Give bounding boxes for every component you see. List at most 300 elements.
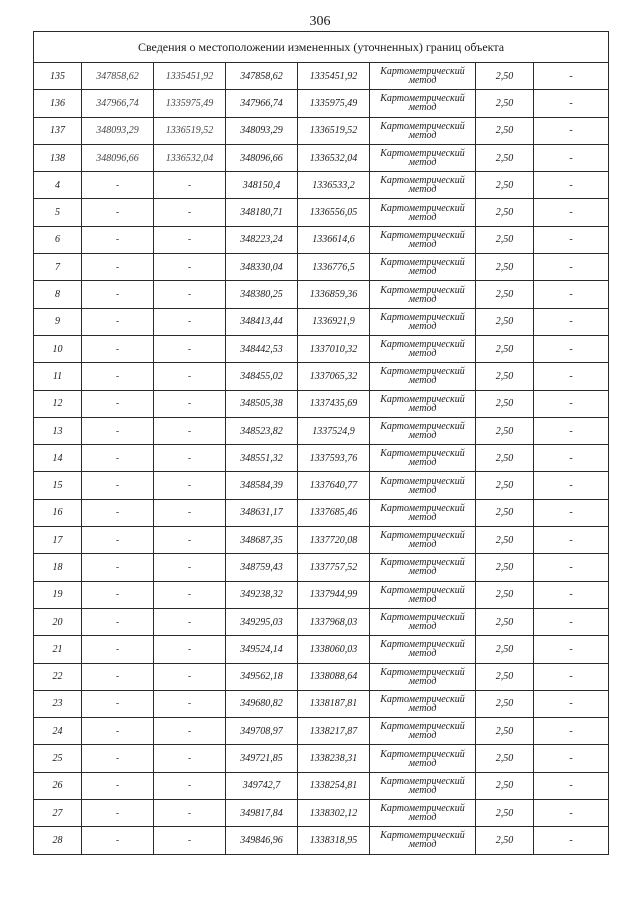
- note-cell: -: [534, 90, 609, 117]
- old-y-cell: -: [154, 472, 226, 499]
- method-cell: [370, 800, 476, 827]
- note-cell: -: [534, 308, 609, 335]
- method-line1: Картометрический: [380, 666, 465, 678]
- table-row: [34, 172, 609, 199]
- method-line2: метод: [408, 348, 437, 360]
- table-row: [34, 117, 609, 144]
- method-cell: [370, 63, 476, 90]
- method-line2: метод: [408, 484, 437, 496]
- note-cell: -: [534, 199, 609, 226]
- table-body: [34, 32, 609, 855]
- note-cell: -: [534, 390, 609, 417]
- new-x-cell: 348442,53: [226, 335, 298, 362]
- note-cell: -: [534, 363, 609, 390]
- method-line2: метод: [408, 621, 437, 633]
- table-row: [34, 718, 609, 745]
- new-x-cell: 348631,17: [226, 499, 298, 526]
- new-y-cell: 1338088,64: [298, 663, 370, 690]
- method-line2: метод: [408, 730, 437, 742]
- new-y-cell: 1338187,81: [298, 690, 370, 717]
- method-line2: метод: [408, 812, 437, 824]
- note-cell: -: [534, 800, 609, 827]
- note-cell: -: [534, 417, 609, 444]
- new-x-cell: 349524,14: [226, 636, 298, 663]
- old-y-cell: -: [154, 800, 226, 827]
- old-y-cell: -: [154, 745, 226, 772]
- note-cell: -: [534, 445, 609, 472]
- method-line2: метод: [408, 430, 437, 441]
- method-cell: [370, 335, 476, 362]
- new-x-cell: 348380,25: [226, 281, 298, 308]
- new-y-cell: 1337435,69: [298, 390, 370, 417]
- method-line1: Картометрический: [380, 366, 465, 378]
- new-y-cell: 1336519,52: [298, 117, 370, 144]
- method-line1: Картометрический: [380, 257, 465, 269]
- accuracy-cell: 2,50: [476, 117, 534, 144]
- method-cell: [370, 772, 476, 799]
- new-y-cell: 1338217,87: [298, 718, 370, 745]
- old-y-cell: 1335975,49: [154, 90, 226, 117]
- method-line2: метод: [408, 102, 437, 114]
- method-line1: Картометрический: [380, 229, 465, 241]
- method-cell: [370, 718, 476, 745]
- new-x-cell: 349562,18: [226, 663, 298, 690]
- old-y-cell: -: [154, 417, 226, 444]
- accuracy-cell: 2,50: [476, 472, 534, 499]
- old-x-cell: -: [82, 199, 154, 226]
- method-line1: Картометрический: [380, 584, 465, 596]
- point-number-cell: 135: [34, 63, 82, 90]
- old-y-cell: 1336532,04: [154, 144, 226, 171]
- accuracy-cell: 2,50: [476, 636, 534, 663]
- table-row: [34, 199, 609, 226]
- point-number-cell: 18: [34, 554, 82, 581]
- old-y-cell: -: [154, 718, 226, 745]
- accuracy-cell: 2,50: [476, 90, 534, 117]
- old-y-cell: -: [154, 690, 226, 717]
- point-number-cell: 138: [34, 144, 82, 171]
- note-cell: -: [534, 527, 609, 554]
- point-number-cell: 20: [34, 608, 82, 635]
- old-y-cell: -: [154, 363, 226, 390]
- table-row: [34, 226, 609, 253]
- old-x-cell: -: [82, 335, 154, 362]
- method-cell: [370, 254, 476, 281]
- new-y-cell: 1336532,04: [298, 144, 370, 171]
- old-x-cell: -: [82, 390, 154, 417]
- method-line1: Картометрический: [380, 693, 465, 705]
- old-x-cell: 348096,66: [82, 144, 154, 171]
- note-cell: -: [534, 144, 609, 171]
- new-x-cell: 348551,32: [226, 445, 298, 472]
- old-y-cell: -: [154, 527, 226, 554]
- old-x-cell: -: [82, 581, 154, 608]
- new-y-cell: 1336556,05: [298, 199, 370, 226]
- note-cell: -: [534, 608, 609, 635]
- accuracy-cell: 2,50: [476, 281, 534, 308]
- method-line2: метод: [408, 784, 437, 796]
- method-line2: метод: [408, 157, 437, 169]
- method-line2: метод: [408, 211, 437, 223]
- old-x-cell: 347966,74: [82, 90, 154, 117]
- method-line2: метод: [408, 511, 437, 523]
- method-line2: метод: [408, 238, 437, 250]
- method-line1: Картометрический: [380, 475, 465, 487]
- old-x-cell: -: [82, 554, 154, 581]
- note-cell: -: [534, 472, 609, 499]
- accuracy-cell: 2,50: [476, 772, 534, 799]
- new-x-cell: 347966,74: [226, 90, 298, 117]
- new-y-cell: 1337685,46: [298, 499, 370, 526]
- method-line1: Картометрический: [380, 557, 465, 569]
- method-cell: [370, 308, 476, 335]
- point-number-cell: 21: [34, 636, 82, 663]
- new-y-cell: 1336776,5: [298, 254, 370, 281]
- point-number-cell: 24: [34, 718, 82, 745]
- method-line2: метод: [408, 839, 437, 851]
- method-line2: метод: [408, 184, 437, 196]
- new-x-cell: 348180,71: [226, 199, 298, 226]
- old-x-cell: -: [82, 772, 154, 799]
- method-cell: [370, 636, 476, 663]
- method-cell: [370, 144, 476, 171]
- accuracy-cell: 2,50: [476, 554, 534, 581]
- accuracy-cell: 2,50: [476, 800, 534, 827]
- table-row: [34, 663, 609, 690]
- new-y-cell: 1335451,92: [298, 63, 370, 90]
- note-cell: -: [534, 690, 609, 717]
- old-y-cell: -: [154, 254, 226, 281]
- point-number-cell: 14: [34, 445, 82, 472]
- table-row: [34, 445, 609, 472]
- point-number-cell: 16: [34, 499, 82, 526]
- point-number-cell: 23: [34, 690, 82, 717]
- old-y-cell: -: [154, 335, 226, 362]
- note-cell: -: [534, 772, 609, 799]
- new-y-cell: 1337944,99: [298, 581, 370, 608]
- old-x-cell: -: [82, 445, 154, 472]
- accuracy-cell: 2,50: [476, 608, 534, 635]
- table-row: [34, 335, 609, 362]
- note-cell: -: [534, 281, 609, 308]
- accuracy-cell: 2,50: [476, 63, 534, 90]
- method-cell: [370, 690, 476, 717]
- note-cell: -: [534, 827, 609, 854]
- table-row: [34, 800, 609, 827]
- method-cell: [370, 827, 476, 854]
- accuracy-cell: 2,50: [476, 226, 534, 253]
- method-line2: метод: [408, 566, 437, 578]
- old-x-cell: -: [82, 608, 154, 635]
- note-cell: -: [534, 499, 609, 526]
- old-x-cell: -: [82, 226, 154, 253]
- method-line1: Картометрический: [380, 748, 465, 760]
- old-x-cell: -: [82, 254, 154, 281]
- old-x-cell: -: [82, 827, 154, 854]
- old-x-cell: 347858,62: [82, 63, 154, 90]
- note-cell: -: [534, 335, 609, 362]
- method-line1: Картометрический: [380, 284, 465, 296]
- method-line1: Картометрический: [380, 803, 465, 815]
- new-y-cell: 1338302,12: [298, 800, 370, 827]
- old-y-cell: -: [154, 172, 226, 199]
- method-cell: [370, 117, 476, 144]
- method-cell: [370, 581, 476, 608]
- new-y-cell: 1338318,95: [298, 827, 370, 854]
- new-x-cell: 348096,66: [226, 144, 298, 171]
- new-x-cell: 348330,04: [226, 254, 298, 281]
- old-x-cell: -: [82, 281, 154, 308]
- method-cell: [370, 199, 476, 226]
- new-x-cell: 348584,39: [226, 472, 298, 499]
- new-y-cell: 1337065,32: [298, 363, 370, 390]
- point-number-cell: 15: [34, 472, 82, 499]
- new-x-cell: 348093,29: [226, 117, 298, 144]
- old-x-cell: -: [82, 172, 154, 199]
- new-x-cell: 348413,44: [226, 308, 298, 335]
- note-cell: -: [534, 254, 609, 281]
- method-cell: [370, 745, 476, 772]
- old-y-cell: 1335451,92: [154, 63, 226, 90]
- old-y-cell: -: [154, 663, 226, 690]
- point-number-cell: 136: [34, 90, 82, 117]
- new-x-cell: 348687,35: [226, 527, 298, 554]
- new-x-cell: 348759,43: [226, 554, 298, 581]
- method-line2: метод: [408, 648, 437, 660]
- old-x-cell: -: [82, 417, 154, 444]
- note-cell: -: [534, 172, 609, 199]
- old-y-cell: -: [154, 499, 226, 526]
- table-row: [34, 90, 609, 117]
- method-line1: Картометрический: [380, 148, 465, 160]
- accuracy-cell: 2,50: [476, 718, 534, 745]
- method-line1: Картометрический: [380, 775, 465, 787]
- method-line2: метод: [408, 457, 437, 469]
- method-line2: метод: [408, 320, 437, 332]
- old-x-cell: -: [82, 363, 154, 390]
- new-y-cell: 1337720,08: [298, 527, 370, 554]
- method-line2: метод: [408, 675, 437, 687]
- point-number-cell: 26: [34, 772, 82, 799]
- point-number-cell: 28: [34, 827, 82, 854]
- new-y-cell: 1337524,9: [298, 417, 370, 444]
- new-x-cell: 349721,85: [226, 745, 298, 772]
- method-line2: метод: [408, 375, 437, 387]
- new-x-cell: 349817,84: [226, 800, 298, 827]
- method-cell: [370, 172, 476, 199]
- old-x-cell: -: [82, 636, 154, 663]
- old-x-cell: -: [82, 718, 154, 745]
- accuracy-cell: 2,50: [476, 527, 534, 554]
- method-line2: метод: [408, 402, 437, 414]
- note-cell: -: [534, 226, 609, 253]
- method-cell: [370, 472, 476, 499]
- point-number-cell: 5: [34, 199, 82, 226]
- table-row: [34, 827, 609, 854]
- new-x-cell: 349708,97: [226, 718, 298, 745]
- accuracy-cell: 2,50: [476, 445, 534, 472]
- old-x-cell: -: [82, 308, 154, 335]
- method-line2: метод: [408, 129, 437, 141]
- new-x-cell: 349295,03: [226, 608, 298, 635]
- old-x-cell: -: [82, 800, 154, 827]
- method-cell: [370, 499, 476, 526]
- new-x-cell: 349238,32: [226, 581, 298, 608]
- new-y-cell: 1337640,77: [298, 472, 370, 499]
- table-row: [34, 308, 609, 335]
- table-row: [34, 608, 609, 635]
- accuracy-cell: 2,50: [476, 199, 534, 226]
- method-line1: Картометрический: [380, 502, 465, 514]
- boundary-coordinates-table: [33, 31, 609, 855]
- new-x-cell: 348223,24: [226, 226, 298, 253]
- table-row: [34, 417, 609, 444]
- table-row: [34, 745, 609, 772]
- new-y-cell: 1336533,2: [298, 172, 370, 199]
- new-x-cell: 348150,4: [226, 172, 298, 199]
- table-row: [34, 63, 609, 90]
- new-y-cell: 1337010,32: [298, 335, 370, 362]
- method-cell: [370, 445, 476, 472]
- new-y-cell: 1336921,9: [298, 308, 370, 335]
- new-x-cell: 348523,82: [226, 417, 298, 444]
- table-row: [34, 281, 609, 308]
- point-number-cell: 17: [34, 527, 82, 554]
- table-row: [34, 499, 609, 526]
- old-y-cell: -: [154, 390, 226, 417]
- method-line1: Картометрический: [380, 175, 465, 187]
- note-cell: -: [534, 636, 609, 663]
- new-y-cell: 1338238,31: [298, 745, 370, 772]
- method-line1: Картометрический: [380, 639, 465, 651]
- accuracy-cell: 2,50: [476, 308, 534, 335]
- new-x-cell: 349742,7: [226, 772, 298, 799]
- method-line1: Картометрический: [380, 421, 465, 432]
- point-number-cell: 22: [34, 663, 82, 690]
- point-number-cell: 27: [34, 800, 82, 827]
- old-y-cell: -: [154, 608, 226, 635]
- old-x-cell: -: [82, 663, 154, 690]
- new-x-cell: 349846,96: [226, 827, 298, 854]
- old-y-cell: -: [154, 199, 226, 226]
- point-number-cell: 12: [34, 390, 82, 417]
- new-x-cell: 348455,02: [226, 363, 298, 390]
- table-row: [34, 390, 609, 417]
- table-row: [34, 254, 609, 281]
- accuracy-cell: 2,50: [476, 417, 534, 444]
- table-row: [34, 636, 609, 663]
- accuracy-cell: 2,50: [476, 363, 534, 390]
- new-y-cell: 1336859,36: [298, 281, 370, 308]
- method-line2: метод: [408, 75, 437, 87]
- point-number-cell: 9: [34, 308, 82, 335]
- method-line1: Картометрический: [380, 830, 465, 842]
- accuracy-cell: 2,50: [476, 335, 534, 362]
- table-row: [34, 363, 609, 390]
- method-line2: метод: [408, 539, 437, 551]
- old-y-cell: -: [154, 445, 226, 472]
- method-cell: [370, 281, 476, 308]
- method-cell: [370, 90, 476, 117]
- old-x-cell: -: [82, 690, 154, 717]
- method-cell: [370, 390, 476, 417]
- point-number-cell: 8: [34, 281, 82, 308]
- method-cell: [370, 554, 476, 581]
- new-x-cell: 347858,62: [226, 63, 298, 90]
- method-cell: [370, 417, 476, 444]
- new-x-cell: 349680,82: [226, 690, 298, 717]
- old-y-cell: -: [154, 636, 226, 663]
- old-y-cell: -: [154, 581, 226, 608]
- method-line2: метод: [408, 757, 437, 769]
- old-y-cell: -: [154, 308, 226, 335]
- method-line1: Картометрический: [380, 612, 465, 624]
- method-cell: [370, 663, 476, 690]
- method-line2: метод: [408, 293, 437, 305]
- accuracy-cell: 2,50: [476, 499, 534, 526]
- old-y-cell: -: [154, 772, 226, 799]
- point-number-cell: 25: [34, 745, 82, 772]
- new-x-cell: 348505,38: [226, 390, 298, 417]
- accuracy-cell: 2,50: [476, 745, 534, 772]
- old-x-cell: -: [82, 472, 154, 499]
- accuracy-cell: 2,50: [476, 254, 534, 281]
- method-cell: [370, 527, 476, 554]
- old-x-cell: -: [82, 499, 154, 526]
- accuracy-cell: 2,50: [476, 144, 534, 171]
- method-line2: метод: [408, 702, 437, 714]
- new-y-cell: 1337968,03: [298, 608, 370, 635]
- old-x-cell: -: [82, 527, 154, 554]
- old-y-cell: 1336519,52: [154, 117, 226, 144]
- method-line2: метод: [408, 593, 437, 605]
- point-number-cell: 137: [34, 117, 82, 144]
- note-cell: -: [534, 581, 609, 608]
- method-line1: Картометрический: [380, 339, 465, 351]
- accuracy-cell: 2,50: [476, 581, 534, 608]
- point-number-cell: 19: [34, 581, 82, 608]
- table-row: [34, 772, 609, 799]
- point-number-cell: 4: [34, 172, 82, 199]
- note-cell: -: [534, 718, 609, 745]
- point-number-cell: 6: [34, 226, 82, 253]
- table-row: [34, 144, 609, 171]
- method-line1: Картометрический: [380, 393, 465, 405]
- method-line1: Картометрический: [380, 530, 465, 542]
- note-cell: -: [534, 554, 609, 581]
- note-cell: -: [534, 745, 609, 772]
- old-x-cell: 348093,29: [82, 117, 154, 144]
- note-cell: -: [534, 63, 609, 90]
- accuracy-cell: 2,50: [476, 663, 534, 690]
- method-line1: Картометрический: [380, 311, 465, 323]
- old-y-cell: -: [154, 226, 226, 253]
- point-number-cell: 10: [34, 335, 82, 362]
- method-line1: Картометрический: [380, 93, 465, 105]
- table-row: [34, 554, 609, 581]
- new-y-cell: 1336614,6: [298, 226, 370, 253]
- method-cell: [370, 363, 476, 390]
- old-y-cell: -: [154, 827, 226, 854]
- new-y-cell: 1338254,81: [298, 772, 370, 799]
- point-number-cell: 11: [34, 363, 82, 390]
- old-y-cell: -: [154, 554, 226, 581]
- old-x-cell: -: [82, 745, 154, 772]
- method-line1: Картометрический: [380, 721, 465, 733]
- method-cell: [370, 226, 476, 253]
- accuracy-cell: 2,50: [476, 827, 534, 854]
- table-row: [34, 581, 609, 608]
